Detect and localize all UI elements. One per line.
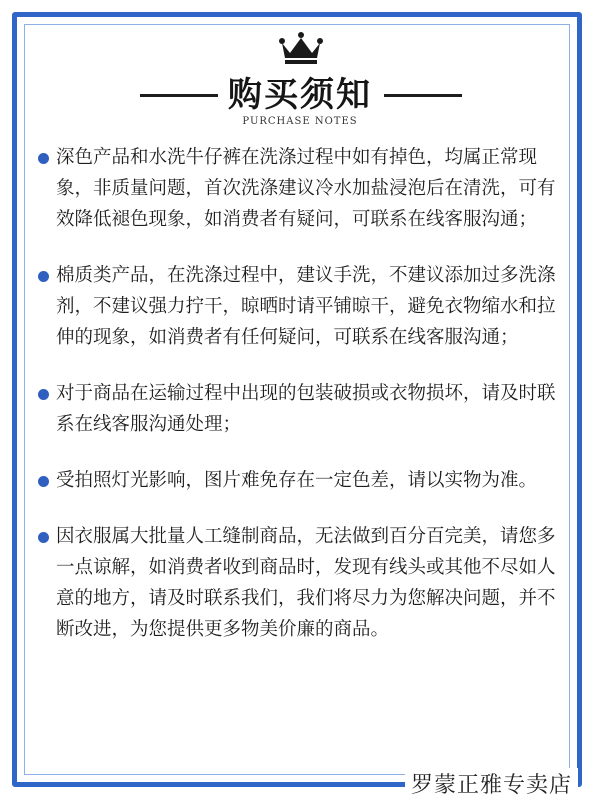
note-item <box>56 465 562 496</box>
store-name-watermark: 罗蒙正雅专卖店 <box>405 768 578 799</box>
note-text: 棉质类产品，在洗涤过程中，建议手洗，不建议添加过多洗涤剂，不建议强力拧干，晾晒时请平铺晾干，避免衣物缩水和拉伸的现象，如消费者有任何疑问，可联系在线客服沟通； <box>56 265 556 348</box>
purchase-notes-list <box>56 142 562 670</box>
note-item <box>56 260 562 353</box>
page-subtitle: PURCHASE NOTES <box>242 116 358 127</box>
bullet-icon <box>38 271 49 282</box>
bullet-icon <box>38 389 49 400</box>
note-item <box>56 142 562 235</box>
note-item <box>56 378 562 440</box>
note-item <box>56 521 562 645</box>
note-text: 深色产品和水洗牛仔裤在洗涤过程中如有掉色，均属正常现象，非质量问题，首次洗涤建议冷水加盐浸泡后在清洗，可有效降低褪色现象，如消费者有疑问，可联系在线客服沟通； <box>56 147 556 230</box>
title-divider-right <box>384 94 462 97</box>
page-title: 购买须知 <box>228 75 372 115</box>
bullet-icon <box>38 532 49 543</box>
crown-icon <box>278 31 324 67</box>
note-text: 因衣服属大批量人工缝制商品，无法做到百分百完美，请您多一点谅解，如消费者收到商品时，发现有线头或其他不尽如人意的地方，请及时联系我们，我们将尽力为您解决问题，并不断改进，为您提供更多物美价廉的商品。 <box>56 526 556 640</box>
note-text: 对于商品在运输过程中出现的包装破损或衣物损坏，请及时联系在线客服沟通处理； <box>56 383 556 435</box>
bullet-icon <box>38 476 49 487</box>
bullet-icon <box>38 153 49 164</box>
title-row <box>0 72 600 118</box>
note-text: 受拍照灯光影响，图片难免存在一定色差，请以实物为准。 <box>56 470 538 491</box>
